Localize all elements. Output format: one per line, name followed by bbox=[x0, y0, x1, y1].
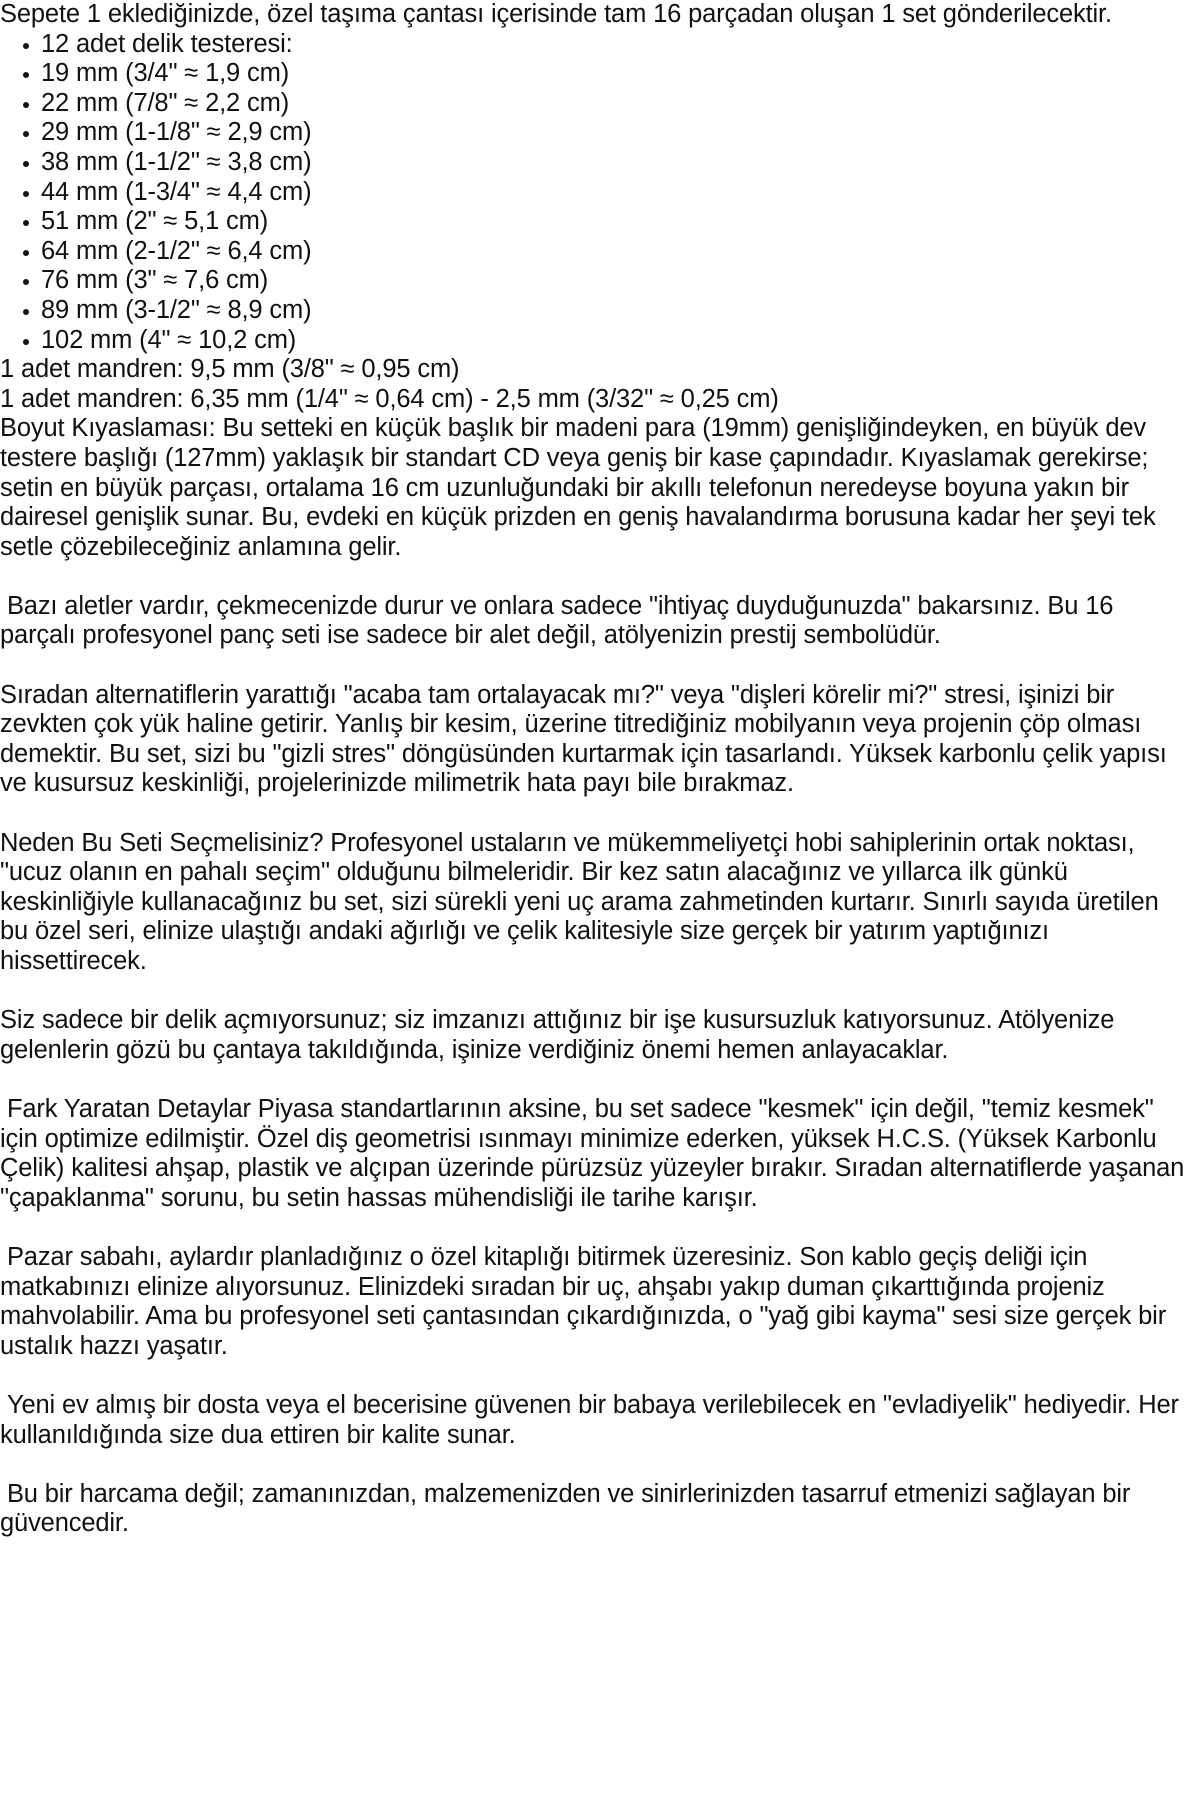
bullet-icon bbox=[23, 207, 30, 237]
paragraph-spacer bbox=[0, 1213, 1186, 1243]
list-item-label: 64 mm (2-1/2" ≈ 6,4 cm) bbox=[41, 236, 312, 265]
list-item bbox=[0, 148, 1186, 178]
list-item-label: 38 mm (1-1/2" ≈ 3,8 cm) bbox=[41, 147, 312, 176]
list-item bbox=[0, 237, 1186, 267]
paragraph-details: Fark Yaratan Detaylar Piyasa standartlarının aksine, bu set sadece "kesmek" için değil, "temiz kesmek" için optimize edilmiştir. Özel diş geometrisi ısınmayı minimize ederken, yüksek H.C.S. (Yüksek Karbonlu Çelik) kalitesi ahşap, plastik ve alçıpan üzerinde pürüzsüz yüzeyler bırakır. Sıradan alternatiflerde yaşanan "çapaklanma" sorunu, bu setin hassas mühendisliği ile tarihe karışır. bbox=[0, 1094, 1192, 1212]
bullet-icon bbox=[23, 89, 30, 119]
list-item-label: 76 mm (3" ≈ 7,6 cm) bbox=[41, 266, 269, 295]
paragraph-spacer bbox=[0, 1361, 1186, 1391]
list-item bbox=[0, 89, 1186, 119]
paragraph-sunday-story: Pazar sabahı, aylardır planladığınız o özel kitaplığı bitirmek üzeresiniz. Son kablo geçiş deliği için matkabınızı elinize alıyorsunuz. Elinizdeki sıradan bir uç, ahşabı yakıp duman çıkarttığında projeniz mahvolabilir. Ama bu profesyonel seti çantasından çıkardığınızda, o "yağ gibi kayma" sesi size gerçek bir ustalık hazzı yaşatır. bbox=[0, 1242, 1173, 1360]
bullet-icon bbox=[23, 178, 30, 208]
list-item-label: 102 mm (4" ≈ 10,2 cm) bbox=[41, 325, 297, 354]
spec-list bbox=[0, 30, 1186, 356]
bullet-icon bbox=[23, 296, 30, 326]
paragraph-gift: Yeni ev almış bir dosta veya el becerisine güvenen bir babaya verilebilecek en "evladiyelik" hediyedir. Her kullanıldığında size dua ettiren bir kalite sunar. bbox=[0, 1390, 1186, 1449]
list-item-label: 19 mm (3/4" ≈ 1,9 cm) bbox=[41, 59, 290, 88]
list-item-label: 89 mm (3-1/2" ≈ 8,9 cm) bbox=[41, 295, 312, 324]
list-item bbox=[0, 30, 1186, 60]
list-item bbox=[0, 118, 1186, 148]
paragraph-spacer bbox=[0, 562, 1186, 592]
bullet-icon bbox=[23, 118, 30, 148]
paragraph-signature: Siz sadece bir delik açmıyorsunuz; siz imzanızı attığınız bir işe kusursuzluk katıyorsunuz. Atölyenize gelenlerin gözü bu çantaya takıldığında, işinize verdiğiniz önemi hemen anlayacaklar. bbox=[0, 1006, 1122, 1064]
list-item-label: 51 mm (2" ≈ 5,1 cm) bbox=[41, 207, 269, 236]
bullet-icon bbox=[23, 148, 30, 178]
bullet-icon bbox=[23, 30, 30, 60]
paragraph-assurance: Bu bir harcama değil; zamanınızdan, malzemenizden ve sinirlerinizden tasarruf etmenizi sağlayan bir güvencedir. bbox=[0, 1479, 1138, 1538]
list-item-label: 12 adet delik testeresi: bbox=[41, 29, 293, 58]
intro-paragraph: Sepete 1 eklediğinizde, özel taşıma çantası içerisinde tam 16 parçadan oluşan 1 set gönderilecektir. bbox=[0, 0, 1112, 28]
bullet-icon bbox=[23, 266, 30, 296]
list-item bbox=[0, 266, 1186, 296]
paragraph-spacer bbox=[0, 977, 1186, 1007]
paragraph-spacer bbox=[0, 1065, 1186, 1095]
list-item bbox=[0, 326, 1186, 356]
list-item bbox=[0, 296, 1186, 326]
bullet-icon bbox=[23, 326, 30, 356]
list-item bbox=[0, 207, 1186, 237]
list-item-label: 29 mm (1-1/8" ≈ 2,9 cm) bbox=[41, 118, 312, 147]
paragraph-spacer bbox=[0, 1450, 1186, 1480]
mandren-lines-group bbox=[0, 355, 1186, 562]
mandren-line-1: 1 adet mandren: 9,5 mm (3/8" ≈ 0,95 cm) bbox=[0, 355, 460, 384]
list-item bbox=[0, 178, 1186, 208]
paragraph-spacer bbox=[0, 799, 1186, 829]
bullet-icon bbox=[23, 237, 30, 267]
bullet-icon bbox=[23, 59, 30, 89]
paragraph-spacer bbox=[0, 651, 1186, 681]
list-item-label: 22 mm (7/8" ≈ 2,2 cm) bbox=[41, 88, 290, 117]
mandren-line-2: 1 adet mandren: 6,35 mm (1/4" ≈ 0,64 cm) - 2,5 mm (3/32" ≈ 0,25 cm) bbox=[0, 384, 779, 413]
paragraph-stress: Sıradan alternatiflerin yarattığı "acaba tam ortalayacak mı?" veya "dişleri körelir mi?" stresi, işinizi bir zevkten çok yük haline getirir. Yanlış bir kesim, üzerine titrediğiniz mobilyanın veya projenin çöp olması demektir. Bu set, sizi bu "gizli stres" döngüsünden kurtarmak için tasarlandı. Yüksek karbonlu çelik yapısı ve kusursuz keskinliği, projelerinizde milimetrik hata payı bile bırakmaz. bbox=[0, 680, 1174, 798]
paragraph-why-choose: Neden Bu Seti Seçmelisiniz? Profesyonel ustaların ve mükemmeliyetçi hobi sahiplerinin ortak noktası, "ucuz olanın en pahalı seçim" olduğunu bilmeleridir. Bir kez satın alacağınız ve yıllarca ilk günkü keskinliğiyle kullanacağınız bu set, sizi sürekli yeni uç arama zahmetinden kurtarır. Sınırlı sayıda üretilen bu özel seri, elinize ulaştığı andaki ağırlığı ve çelik kalitesiyle size gerçek bir yatırım yaptığınızı hissettirecek. bbox=[0, 828, 1166, 975]
list-item bbox=[0, 59, 1186, 89]
list-item-label: 44 mm (1-3/4" ≈ 4,4 cm) bbox=[41, 177, 312, 206]
paragraph-prestige: Bazı aletler vardır, çekmecenizde durur ve onlara sadece "ihtiyaç duyduğunuzda" bakarsınız. Bu 16 parçalı profesyonel panç seti ise sadece bir alet değil, atölyenizin prestij sembolüdür. bbox=[0, 591, 1121, 650]
size-comparison-paragraph: Boyut Kıyaslaması: Bu setteki en küçük başlık bir madeni para (19mm) genişliğindeyken, en büyük dev testere başlığı (127mm) yaklaşık bir standart CD veya geniş bir kase çapındadır. Kıyaslamak gerekirse; setin en büyük parçası, ortalama 16 cm uzunluğundaki bir akıllı telefonun neredeyse boyuna yakın bir dairesel genişlik sunar. Bu, evdeki en küçük prizden en geniş havalandırma borusuna kadar her şeyi tek setle çözebileceğiniz anlamına gelir. bbox=[0, 414, 1163, 561]
